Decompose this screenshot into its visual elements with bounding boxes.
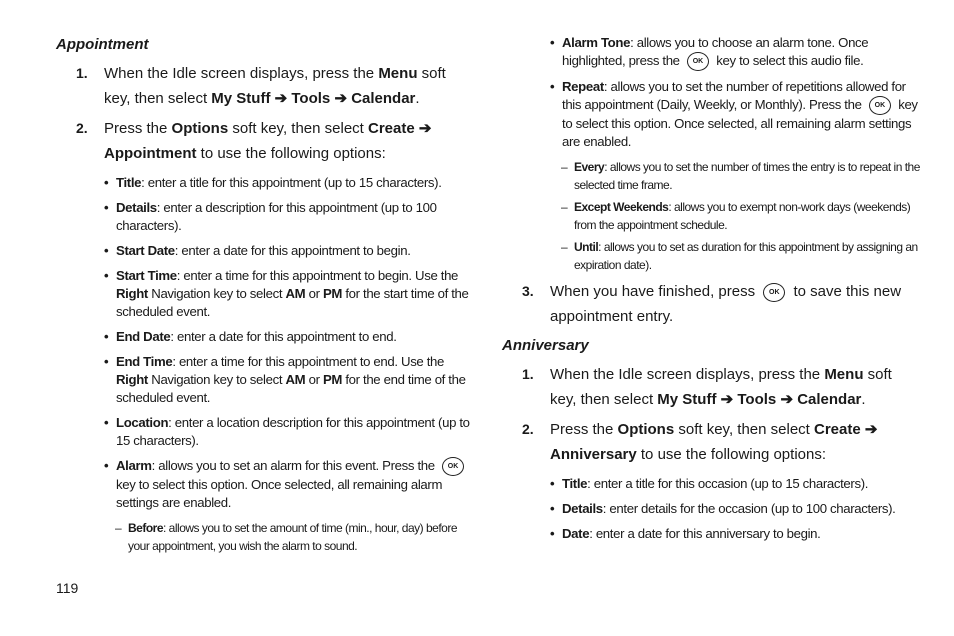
option-text: key to select this option. Once selected, all remaining alarm settings are enabled.: [116, 477, 443, 511]
list-item: [56, 242, 471, 260]
key-name: Menu: [824, 366, 864, 384]
option-text: key to select this audio file.: [712, 53, 864, 68]
option-text: : enter a date for this appointment to begin.: [174, 243, 411, 258]
option-text: : enter a date for this anniversary to begin.: [589, 526, 821, 542]
key-name: PM: [322, 372, 343, 387]
dash: –: [561, 240, 568, 255]
menu-path: Calendar: [351, 90, 416, 107]
option-term: Title: [116, 175, 142, 190]
option-text: : allows you to set the number of times the entry is to repeat in the selected time frame.: [574, 160, 920, 193]
arrow-icon: ➔: [864, 421, 878, 439]
option-term: Start Time: [116, 268, 177, 283]
option-text: : enter a title for this occasion (up to 15 characters).: [587, 476, 869, 492]
option-text: : enter a time for this appointment to end. Use the: [172, 354, 445, 369]
arrow-icon: ➔: [418, 120, 432, 137]
key-name: Menu: [378, 65, 418, 82]
step-text: to save this new appointment entry.: [550, 283, 902, 326]
ok-key-icon: OK: [687, 52, 709, 71]
ok-key-icon: OK: [763, 283, 785, 302]
option-term: Every: [574, 160, 605, 175]
list-item: [56, 267, 471, 321]
step-text: .: [415, 90, 420, 107]
arrow-icon: ➔: [274, 90, 288, 107]
sub-item: [56, 519, 471, 555]
bullet: •: [104, 458, 109, 473]
step-2: [502, 417, 922, 467]
dash: –: [561, 200, 568, 215]
option-text: or: [305, 286, 323, 301]
step-number: 2.: [76, 120, 88, 136]
list-item: [56, 414, 471, 450]
bullet: •: [104, 200, 109, 215]
step-3: [502, 279, 922, 329]
step-number: 1.: [522, 366, 534, 383]
option-text: : enter a title for this appointment (up to 15 characters).: [141, 175, 442, 190]
bullet: •: [550, 35, 555, 50]
option-text: Navigation key to select: [147, 372, 286, 387]
option-text: : enter a location description for this appointment (up to 15 characters).: [116, 415, 470, 448]
right-column: [502, 34, 922, 543]
list-item: [502, 500, 922, 518]
dash: –: [115, 521, 122, 536]
option-text: : allows you to set the amount of time (min., hour, day) before your appointment, you wish the alarm to sound.: [128, 521, 458, 554]
option-text: key to select this option. Once selected, all remaining alarm settings are enabled.: [562, 97, 918, 150]
option-term: Alarm Tone: [562, 35, 631, 50]
bullet: •: [550, 526, 555, 542]
step-number: 3.: [522, 283, 534, 300]
key-name: Options: [171, 120, 229, 137]
key-name: AM: [285, 286, 306, 301]
list-item: [502, 525, 922, 543]
option-text: : enter a time for this appointment to begin. Use the: [176, 268, 459, 283]
list-item: [56, 353, 471, 407]
arrow-icon: ➔: [780, 391, 794, 409]
list-item: [56, 199, 471, 235]
option-text: or: [305, 372, 323, 387]
option-term: Repeat: [562, 79, 604, 95]
option-term: Until: [574, 240, 599, 255]
option-text: : enter a description for this appointment (up to 100 characters).: [116, 200, 437, 233]
dash: –: [561, 160, 568, 175]
key-name: Options: [617, 421, 675, 439]
key-name: PM: [322, 286, 343, 301]
list-item: [56, 328, 471, 346]
section-heading-appointment: Appointment: [56, 36, 149, 53]
step-1: [502, 362, 922, 412]
step-1: [56, 61, 471, 111]
bullet: •: [104, 243, 109, 258]
bullet: •: [104, 354, 109, 369]
bullet: •: [550, 79, 555, 95]
step-text: soft key, then select: [228, 120, 368, 137]
step-text: to use the following options:: [636, 446, 827, 464]
ok-key-icon: OK: [442, 457, 464, 476]
left-column: [56, 34, 471, 555]
option-term: Location: [116, 415, 169, 430]
step-text: to use the following options:: [196, 145, 386, 162]
step-text: soft key, then select: [550, 366, 892, 409]
option-term: End Time: [116, 354, 173, 369]
option-term: Details: [116, 200, 157, 215]
menu-path: Create: [814, 421, 861, 439]
list-item: [56, 174, 471, 192]
option-text: : allows you to choose an alarm tone. Once highlighted, press the: [562, 35, 869, 68]
key-name: AM: [285, 372, 306, 387]
bullet: •: [550, 501, 555, 517]
option-term: End Date: [116, 329, 171, 344]
ok-key-icon: OK: [869, 96, 891, 115]
sub-item: [502, 158, 922, 194]
bullet: •: [104, 329, 109, 344]
option-text: : allows you to set as duration for this appointment by assigning an expiration date).: [574, 240, 918, 273]
option-text: : enter a date for this appointment to end.: [170, 329, 397, 344]
bullet: •: [550, 476, 555, 492]
step-number: 1.: [76, 65, 88, 81]
menu-path: My Stuff: [657, 391, 717, 409]
step-text: When you have finished, press: [550, 283, 760, 301]
option-term: Title: [562, 476, 588, 492]
menu-path: Tools: [291, 90, 331, 107]
section-heading-anniversary: Anniversary: [502, 337, 589, 355]
page-number: 119: [56, 580, 79, 596]
option-text: : enter details for the occasion (up to 100 characters).: [602, 501, 896, 517]
arrow-icon: ➔: [334, 90, 348, 107]
option-text: : allows you to exempt non-work days (weekends) from the appointment schedule.: [574, 200, 911, 233]
list-item: [502, 34, 922, 71]
option-term: Start Date: [116, 243, 175, 258]
list-item: [502, 475, 922, 493]
sub-item: [502, 238, 922, 274]
list-item: [56, 457, 471, 512]
option-text: for the start time of the scheduled event.: [116, 286, 469, 319]
step-text: When the Idle screen displays, press the: [104, 65, 379, 82]
option-text: for the end time of the scheduled event.: [116, 372, 466, 405]
menu-path: Appointment: [104, 145, 197, 162]
step-text: Press the: [550, 421, 618, 439]
menu-path: My Stuff: [211, 90, 271, 107]
key-name: Right: [116, 372, 148, 387]
menu-path: Calendar: [797, 391, 862, 409]
step-text: Press the: [104, 120, 172, 137]
option-text: : allows you to set the number of repetitions allowed for this appointment (Daily, Weekly, or Monthly). Press the: [562, 79, 906, 113]
option-term: Except Weekends: [574, 200, 669, 215]
step-text: When the Idle screen displays, press the: [550, 366, 825, 384]
menu-path: Create: [368, 120, 415, 137]
option-term: Details: [562, 501, 603, 517]
bullet: •: [104, 415, 109, 430]
option-text: : allows you to set an alarm for this event. Press the: [151, 458, 439, 473]
step-number: 2.: [522, 421, 534, 438]
menu-path: Tools: [737, 391, 777, 409]
step-text: soft key, then select: [104, 65, 446, 107]
step-text: soft key, then select: [674, 421, 814, 439]
option-term: Alarm: [116, 458, 152, 473]
menu-path: Anniversary: [550, 446, 637, 464]
step-text: .: [861, 391, 866, 409]
bullet: •: [104, 268, 109, 283]
arrow-icon: ➔: [720, 391, 734, 409]
key-name: Right: [116, 286, 148, 301]
sub-item: [502, 198, 922, 234]
step-2: [56, 116, 471, 166]
option-term: Date: [562, 526, 590, 542]
option-term: Before: [128, 521, 164, 536]
option-text: Navigation key to select: [147, 286, 286, 301]
bullet: •: [104, 175, 109, 190]
list-item: [502, 78, 922, 151]
